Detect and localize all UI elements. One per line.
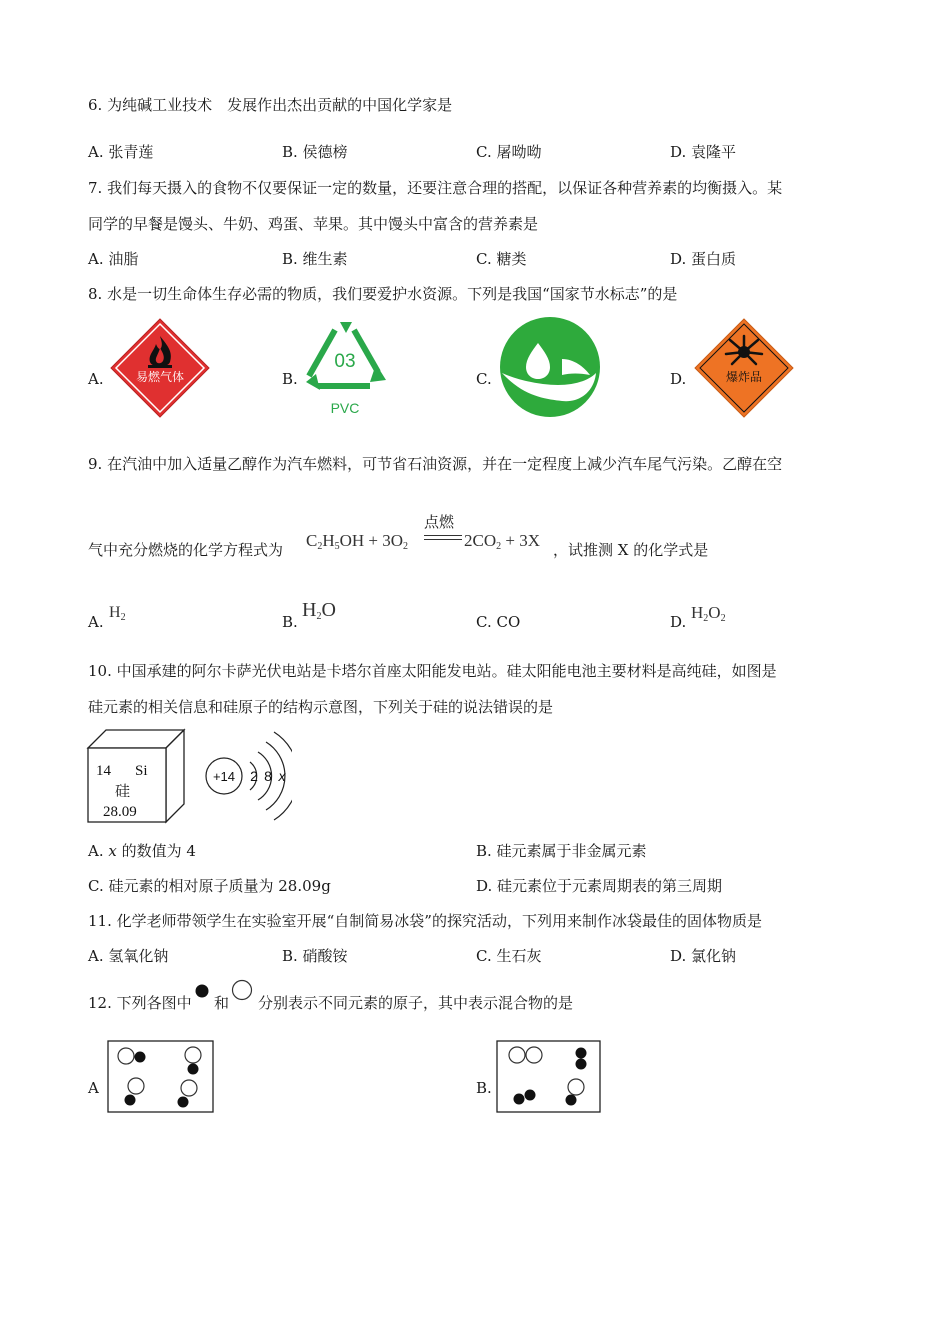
q6-stem: 6. 为纯碱工业技术 发展作出杰出贡献的中国化学家是: [88, 96, 453, 114]
atom-shell-2: 8: [264, 768, 272, 784]
q7-option-d[interactable]: D. 蛋白质: [670, 250, 737, 268]
q9-option-a-letter[interactable]: A.: [88, 613, 104, 631]
q10-stem-line1: 10. 中国承建的阿尔卡萨光伏电站是卡塔尔首座太阳能发电站。硅太阳能电池主要材料是高纯硅，如图是: [88, 662, 777, 680]
element-atomic-mass: 28.09: [103, 804, 137, 820]
atom-shell-3: x: [278, 768, 286, 784]
q7-stem-line1: 7. 我们每天摄入的食物不仅要保证一定的数量，还要注意合理的搭配，以保证各种营养素的均衡摄入。某: [88, 179, 783, 197]
q7-stem-line2: 同学的早餐是馒头、牛奶、鸡蛋、苹果。其中馒头中富含的营养素是: [88, 215, 539, 233]
recycle-label: PVC: [330, 400, 360, 416]
q10-option-a-text: 的数值为 4: [121, 842, 196, 860]
q7-option-b[interactable]: B. 维生素: [282, 250, 348, 268]
explosive-sign-icon: [694, 318, 794, 418]
q9-equation-bar-top: [424, 535, 462, 536]
recycle-pvc-sign-icon: [302, 318, 388, 418]
q9-equation-right: $2CO_2 + 3X$: [464, 531, 540, 552]
atom-nucleus-charge: +14: [212, 769, 236, 784]
water-saving-sign-icon: [498, 315, 602, 419]
q8-stem: 8. 水是一切生命体生存必需的物质，我们要爱护水资源。下列是我国“国家节水标志”的是: [88, 285, 678, 303]
q12-option-a-letter[interactable]: A: [88, 1079, 99, 1097]
q11-stem: 11. 化学老师带领学生在实验室开展“自制简易冰袋”的探究活动，下列用来制作冰袋最佳的固体物质是: [88, 912, 762, 930]
atom-structure-diagram: [202, 728, 292, 824]
q9-stem-line2-suffix: ，试推测 X 的化学式是: [553, 541, 709, 559]
q10-option-a-variable: x: [108, 842, 117, 860]
q12-option-a-diagram[interactable]: [107, 1040, 215, 1114]
q9-option-a-formula[interactable]: $H_2$: [109, 604, 126, 623]
q11-option-d[interactable]: D. 氯化钠: [670, 947, 737, 965]
q7-option-c[interactable]: C. 糖类: [476, 250, 527, 268]
q12-option-b-diagram[interactable]: [496, 1040, 602, 1114]
q10-option-b[interactable]: B. 硅元素属于非金属元素: [476, 842, 647, 860]
q12-stem-prefix: 12. 下列各图中: [88, 994, 192, 1012]
q9-stem-line2-prefix: 气中充分燃烧的化学方程式为: [88, 541, 284, 559]
q9-option-d-letter[interactable]: D.: [670, 613, 687, 631]
q12-stem-suffix: 分别表示不同元素的原子，其中表示混合物的是: [258, 994, 574, 1012]
element-symbol: Si: [135, 763, 148, 779]
q6-option-c[interactable]: C. 屠呦呦: [476, 143, 542, 161]
atom-shell-1: 2: [250, 768, 258, 784]
q6-option-d[interactable]: D. 袁隆平: [670, 143, 737, 161]
q9-option-d-formula[interactable]: $H_2O_2$: [691, 603, 726, 624]
element-atomic-number: 14: [96, 763, 111, 779]
q10-option-a[interactable]: [88, 841, 196, 861]
q10-option-c[interactable]: C. 硅元素的相对原子质量为 28.09g: [88, 877, 331, 895]
q8-option-d[interactable]: D.: [670, 370, 687, 388]
q10-option-d[interactable]: D. 硅元素位于元素周期表的第三周期: [476, 877, 723, 895]
element-name: 硅: [115, 782, 131, 800]
flammable-gas-sign-icon: [110, 318, 210, 418]
explosive-sign-text: 爆炸品: [725, 370, 763, 384]
recycle-number: 03: [334, 351, 356, 372]
q10-option-a-letter: A.: [88, 842, 104, 860]
q7-option-a[interactable]: A. 油脂: [88, 250, 139, 268]
q9-equation-left: $C_2H_5OH + 3O_2$: [306, 531, 409, 552]
filled-atom-icon: [195, 984, 209, 998]
hollow-atom-icon: [231, 979, 253, 1001]
q9-reaction-condition: 点燃: [424, 513, 455, 531]
q8-option-c[interactable]: C.: [476, 370, 492, 388]
q12-option-b-letter[interactable]: B.: [476, 1079, 492, 1097]
q8-option-a[interactable]: A.: [88, 370, 104, 388]
flammable-sign-text: 易燃气体: [135, 370, 185, 384]
q9-option-b-formula[interactable]: $H_2O$: [302, 599, 336, 622]
q11-option-a[interactable]: A. 氢氧化钠: [88, 947, 169, 965]
q8-option-b[interactable]: B.: [282, 370, 298, 388]
q9-stem-line1: 9. 在汽油中加入适量乙醇作为汽车燃料，可节省石油资源，并在一定程度上减少汽车尾气污染。乙醇在空: [88, 455, 783, 473]
q9-option-c[interactable]: C. CO: [476, 613, 521, 631]
q9-option-b-letter[interactable]: B.: [282, 613, 298, 631]
q6-option-b[interactable]: B. 侯德榜: [282, 143, 348, 161]
q11-option-c[interactable]: C. 生石灰: [476, 947, 542, 965]
q11-option-b[interactable]: B. 硝酸铵: [282, 947, 348, 965]
q9-equation-bar-bottom: [424, 539, 462, 540]
q6-option-a[interactable]: A. 张青莲: [88, 143, 154, 161]
q10-stem-line2: 硅元素的相关信息和硅原子的结构示意图，下列关于硅的说法错误的是: [88, 698, 554, 716]
q12-stem-and: 和: [214, 994, 230, 1012]
